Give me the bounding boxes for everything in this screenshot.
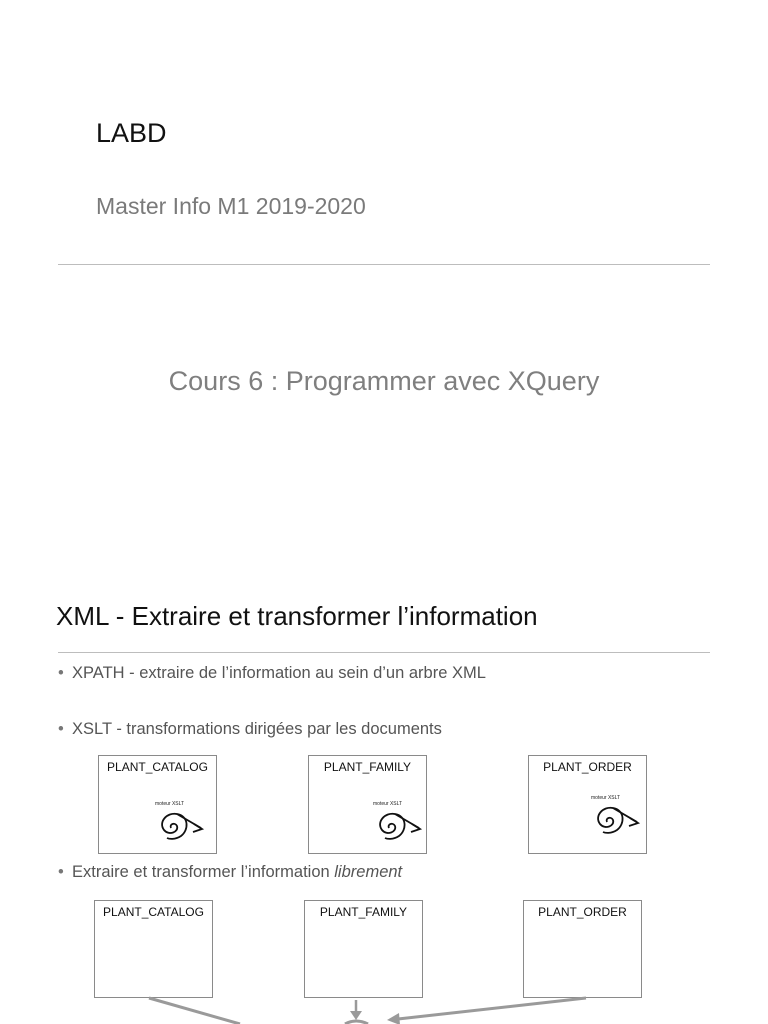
slide1-title: LABD: [96, 118, 167, 148]
bullet-glyph: •: [58, 664, 64, 682]
slide2-title: XML - Extraire et transformer l’information: [56, 601, 538, 631]
box-label: PLANT_CATALOG: [107, 760, 208, 774]
engine-label: moteur XSLT: [591, 795, 621, 801]
bullet-glyph: •: [58, 720, 64, 738]
bullet-glyph: •: [58, 863, 64, 881]
slide1-subtitle: Master Info M1 2019-2020: [96, 193, 366, 219]
slide1-course-title: Cours 6 : Programmer avec XQuery: [168, 366, 600, 396]
bullet-emphasis: librement: [334, 863, 403, 881]
engine-label: moteur XSLT: [373, 801, 403, 807]
arrow-order-head: [387, 1013, 400, 1024]
arrow-catalog-line: [149, 998, 240, 1024]
engine-label: moteur XSLT: [155, 801, 185, 807]
box-label: PLANT_CATALOG: [103, 905, 204, 919]
arrow-family-head: [350, 1011, 362, 1020]
box-label: PLANT_FAMILY: [323, 760, 412, 774]
arrow-order-line: [398, 998, 586, 1019]
bullet-text: XPATH - extraire de l’information au sein d’un arbre XML: [72, 664, 486, 682]
bullet-text: Extraire et transformer l’information: [72, 863, 335, 881]
box-label: PLANT_ORDER: [538, 905, 627, 919]
bullet-text: XSLT - transformations dirigées par les documents: [72, 720, 442, 738]
box-label: PLANT_ORDER: [543, 760, 632, 774]
box-label: PLANT_FAMILY: [319, 905, 408, 919]
